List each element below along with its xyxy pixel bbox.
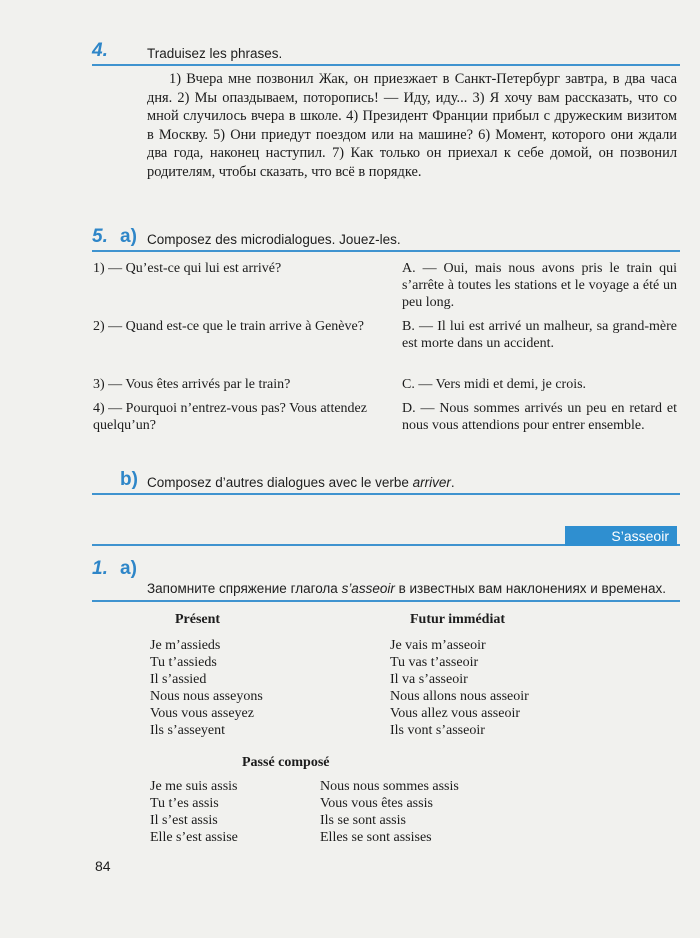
exercise-5b-header xyxy=(92,469,680,495)
exercise-5b-label: b) xyxy=(120,469,138,490)
section-tag: S’asseoir xyxy=(565,526,677,546)
passe-row: Tu t’es assis xyxy=(150,796,219,811)
question-3: 3) — Vous êtes arrivés par le train? xyxy=(93,377,291,392)
exercise-5a-header xyxy=(92,228,680,252)
exercise-5a-title: Composez des microdialogues. Jouez-les. xyxy=(147,232,401,247)
exercise-4-number: 4. xyxy=(92,40,108,61)
exercise-5-number: 5. xyxy=(92,226,108,247)
answer-c: C. — Vers midi et demi, je crois. xyxy=(402,377,587,392)
question-4: 4) — Pourquoi n’entrez-vous pas? Vous attendez quelqu’un? xyxy=(93,401,367,433)
present-row: Vous vous asseyez xyxy=(150,706,254,721)
passe-row: Nous nous sommes assis xyxy=(320,779,459,794)
present-row: Tu t’assieds xyxy=(150,655,217,670)
futur-row: Je vais m’asseoir xyxy=(390,638,486,653)
passe-row: Elles se sont assises xyxy=(320,830,432,845)
passe-compose-heading: Passé composé xyxy=(242,755,330,770)
passe-row: Ils se sont assis xyxy=(320,813,406,828)
passe-compose-left xyxy=(150,778,238,846)
exercise-1a-label: a) xyxy=(120,558,137,579)
present-row: Nous nous asseyons xyxy=(150,689,263,704)
exercise-4-title: Traduisez les phrases. xyxy=(147,46,283,61)
passe-row: Vous vous êtes assis xyxy=(320,796,433,811)
present-conjugation xyxy=(150,637,263,739)
verb-arriver: arriver xyxy=(412,475,451,490)
futur-row: Tu vas t’asseoir xyxy=(390,655,479,670)
exercise-4-text: 1) Вчера мне позвонил Жак, он приезжает в Санкт-Петербург завтра, в два часа дня. 2) Мы опаздываем, поторопись! — Иду, иду... 3) Я хочу вам рассказать, что со мной случилось вчера в школе. 4) Президент Франции прибыл с дружеским визитом в Москву. 5) Они приедут поездом или на машине? 6) Момент, которого они ждали два года, наконец наступил. 7) Как только он приехал к себе домой, он позвонил родителям, чтобы сказать, что всё в порядке. xyxy=(147,71,677,180)
exercise-1a-header xyxy=(92,560,680,602)
exercise-5b-title: Composez d’autres dialogues avec le verbe arriver. xyxy=(147,475,455,490)
futur-row: Il va s’asseoir xyxy=(390,672,468,687)
exercise-1a-title: Запомните спряжение глагола s’asseoir в известных вам наклонениях и временах. xyxy=(147,581,666,596)
exercise-1-number: 1. xyxy=(92,558,108,579)
futur-row: Vous allez vous asseoir xyxy=(390,706,520,721)
question-2: 2) — Quand est-ce que le train arrive à Genève? xyxy=(93,319,364,334)
futur-conjugation xyxy=(390,637,529,739)
present-row: Je m’assieds xyxy=(150,638,221,653)
futur-heading: Futur immédiat xyxy=(410,612,506,627)
passe-row: Je me suis assis xyxy=(150,779,238,794)
exercise-5a-label: a) xyxy=(120,226,137,247)
futur-row: Nous allons nous asseoir xyxy=(390,689,529,704)
present-row: Ils s’asseyent xyxy=(150,723,226,738)
futur-row: Ils vont s’asseoir xyxy=(390,723,485,738)
answer-a: A. — Oui, mais nous avons pris le train qui s’arrête à toutes les stations et le voyage a été un peu long. xyxy=(402,261,677,310)
exercise-4-header xyxy=(92,40,680,66)
passe-compose-right xyxy=(320,778,459,846)
question-1: 1) — Qu’est-ce qui lui est arrivé? xyxy=(93,261,282,276)
passe-row: Elle s’est assise xyxy=(150,830,238,845)
present-row: Il s’assied xyxy=(150,672,207,687)
answer-d: D. — Nous sommes arrivés un peu en retard et nous vous attendions pour entrer ensemble. xyxy=(402,401,677,433)
verb-sasseoir: s’asseoir xyxy=(341,581,395,596)
page-number: 84 xyxy=(95,858,111,874)
answer-b: B. — Il lui est arrivé un malheur, sa grand-mère est morte dans un accident. xyxy=(402,319,677,351)
present-heading: Présent xyxy=(175,612,221,627)
passe-row: Il s’est assis xyxy=(150,813,218,828)
